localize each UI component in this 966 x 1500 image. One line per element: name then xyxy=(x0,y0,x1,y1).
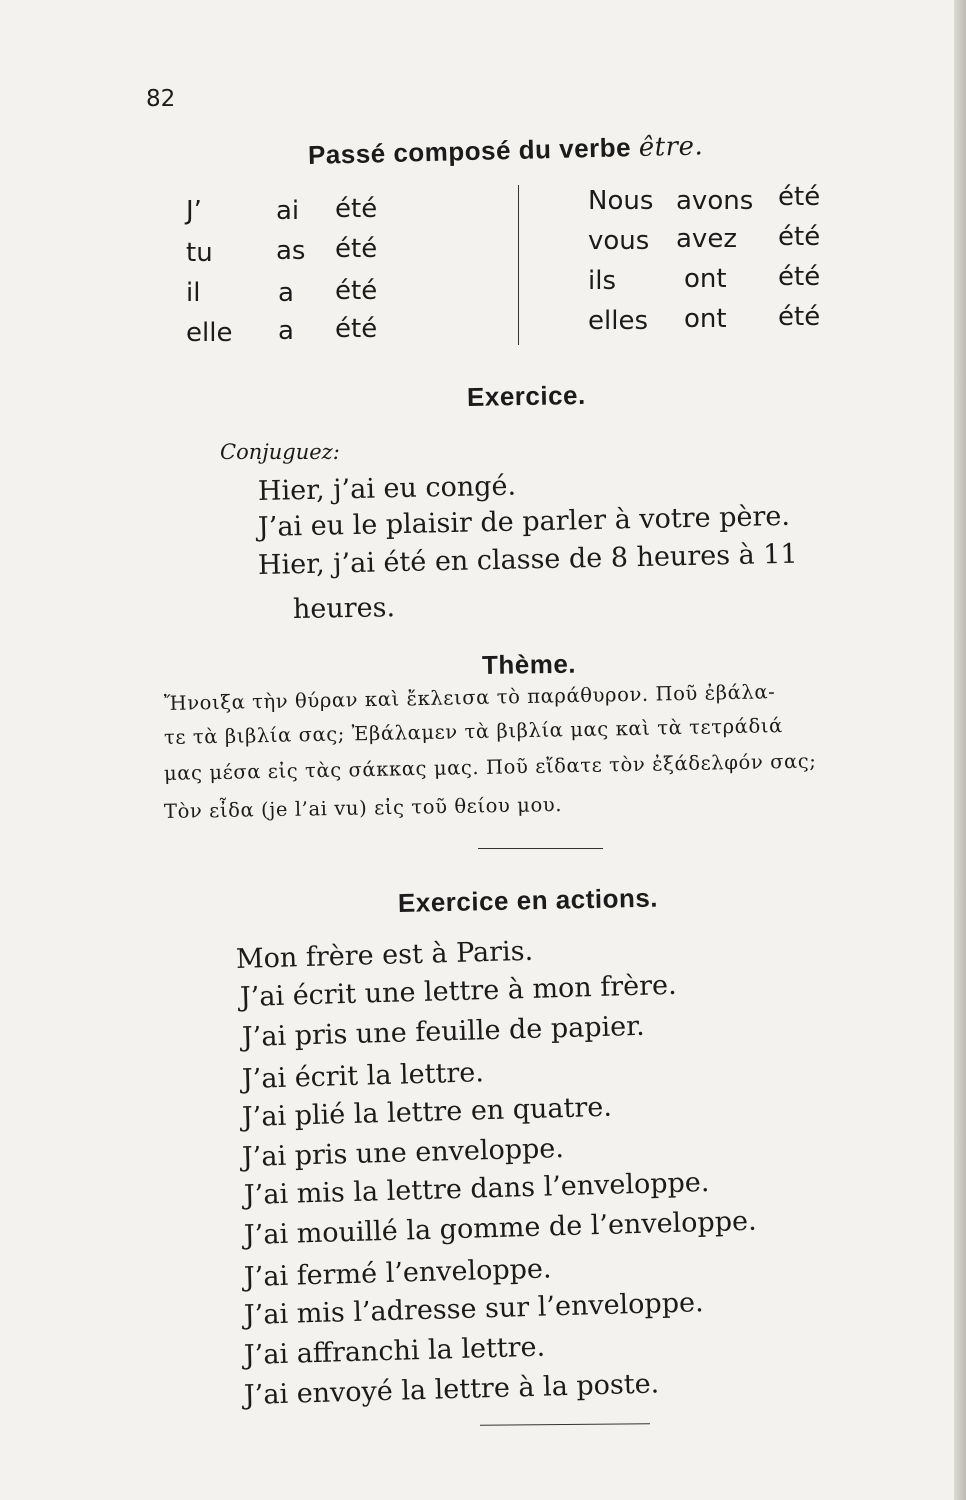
theme-line-1: Ἤνοιξα τὴν θύραν καὶ ἔκλεισα τὸ παράθυρον. Ποῦ ἐβάλα- xyxy=(163,680,776,715)
actions-line-11: J’ai affranchi la lettre. xyxy=(243,1331,546,1371)
singular-pronoun-2: tu xyxy=(186,238,213,268)
plural-participle-1: été xyxy=(778,182,821,212)
plural-pronoun-4: elles xyxy=(588,306,648,336)
plural-pronoun-2: vous xyxy=(588,226,650,256)
singular-pronoun-1: J’ xyxy=(186,196,202,226)
actions-line-7: J’ai mis la lettre dans l’enveloppe. xyxy=(243,1167,710,1211)
theme-line-2: τε τὰ βιβλία σας; Ἐβάλαμεν τὰ βιβλία μας καὶ τὰ τετράδιά xyxy=(163,714,784,749)
page-edge-shadow xyxy=(954,0,966,1500)
plural-participle-2: été xyxy=(778,222,821,252)
actions-line-10: J’ai mis l’adresse sur l’enveloppe. xyxy=(243,1287,704,1331)
page-number: 82 xyxy=(146,86,176,112)
exercice-line-1: Hier, j’ai eu congé. xyxy=(257,470,517,507)
plural-participle-3: été xyxy=(778,262,821,292)
singular-aux-3: a xyxy=(278,278,294,308)
actions-line-6: J’ai pris une enveloppe. xyxy=(241,1133,565,1173)
exercice-actions-title: Exercice en actions. xyxy=(397,882,659,918)
plural-aux-3: ont xyxy=(684,264,727,294)
theme-line-3: μας μέσα εἰς τὰς σάκκας μας. Ποῦ εἴδατε τὸν ἐξάδελφόν σας; xyxy=(163,749,817,785)
exercice-line-4: heures. xyxy=(292,592,396,625)
theme-line-4: Τὸν εἶδα (je l’ai vu) εἰς τοῦ θείου μου. xyxy=(163,793,563,823)
plural-aux-4: ont xyxy=(684,304,727,334)
singular-participle-2: été xyxy=(335,234,378,264)
actions-line-2: J’ai écrit une lettre à mon frère. xyxy=(239,969,678,1013)
actions-line-4: J’ai écrit la lettre. xyxy=(241,1057,485,1095)
plural-pronoun-1: Nous xyxy=(588,186,654,216)
bottom-rule xyxy=(480,1423,650,1425)
actions-line-9: J’ai fermé l’enveloppe. xyxy=(243,1253,552,1293)
singular-participle-1: été xyxy=(335,194,378,224)
exercice-line-3: Hier, j’ai été en classe de 8 heures à 11 xyxy=(257,538,798,581)
exercice-line-2: J’ai eu le plaisir de parler à votre père. xyxy=(257,500,791,543)
section-rule xyxy=(478,848,603,849)
actions-line-8: J’ai mouillé la gomme de l’enveloppe. xyxy=(243,1205,757,1251)
plural-aux-2: avez xyxy=(676,224,737,254)
theme-title: Thème. xyxy=(481,648,577,680)
passe-compose-title xyxy=(308,130,704,171)
actions-line-3: J’ai pris une feuille de papier. xyxy=(241,1010,646,1053)
exercice-instruction: Conjuguez: xyxy=(220,440,340,464)
actions-line-5: J’ai plié la lettre en quatre. xyxy=(241,1091,613,1133)
singular-pronoun-4: elle xyxy=(186,318,233,348)
actions-line-1: Mon frère est à Paris. xyxy=(235,935,534,975)
singular-aux-4: a xyxy=(278,316,294,346)
singular-participle-4: été xyxy=(335,314,378,344)
singular-pronoun-3: il xyxy=(186,278,201,308)
actions-line-12: J’ai envoyé la lettre à la poste. xyxy=(243,1368,660,1411)
passe-compose-title-prefix: Passé composé du verbe xyxy=(307,132,632,170)
singular-aux-2: as xyxy=(276,236,306,266)
conjugation-divider xyxy=(518,185,519,345)
plural-participle-4: été xyxy=(778,302,821,332)
singular-aux-1: ai xyxy=(276,196,300,226)
plural-pronoun-3: ils xyxy=(588,266,616,296)
passe-compose-title-verb: être. xyxy=(638,131,704,163)
singular-participle-3: été xyxy=(335,276,378,306)
exercice-title: Exercice. xyxy=(466,379,586,412)
plural-aux-1: avons xyxy=(676,186,754,216)
